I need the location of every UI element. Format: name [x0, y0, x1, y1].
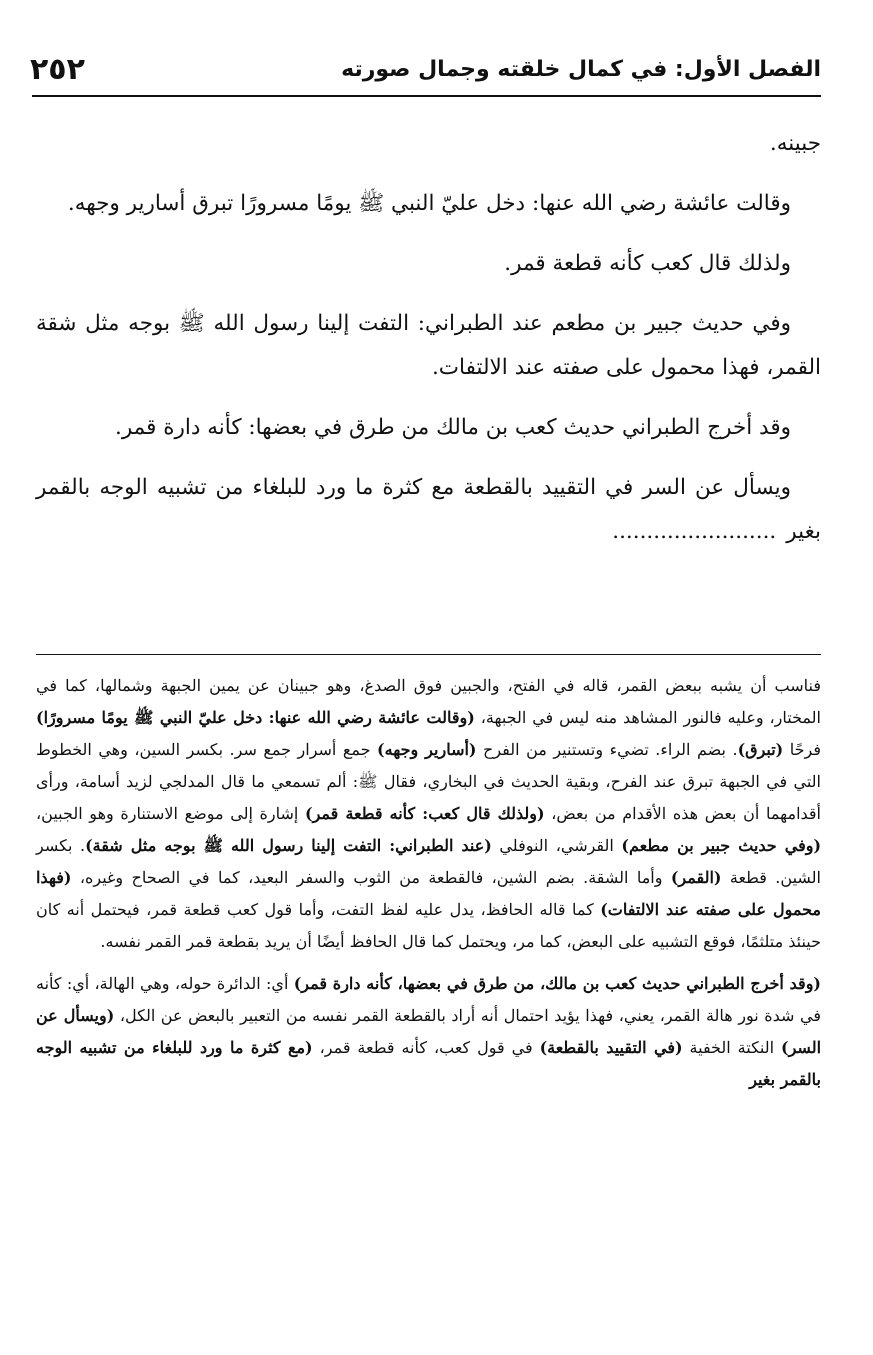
commentary-quoted-text: (عند الطبراني: التفت إلينا رسول الله ﷺ بوجه مثل شقة)	[85, 836, 492, 855]
main-paragraph: جبينه.	[769, 131, 821, 156]
commentary-quoted-text: (أسارير وجهه)	[377, 740, 477, 759]
commentary-text-run: فناسب أن يشبه ببعض القمر، قاله في الفتح، والجبين فوق الصدغ، وهو جبينان عن يمين الجبهة وشمالها، كما في المختار، وعليه فالنور المشاهد منه ليس في الجبهة،	[36, 676, 822, 727]
commentary-text-run: . بضم الراء. تضيء وتستنير من الفرح	[476, 740, 738, 759]
commentary-quoted-text: (وقد أخرج الطبراني حديث كعب بن مالك، من طرق في بعضها، كأنه دارة قمر)	[293, 974, 822, 993]
commentary-text-run: أي: الدائرة حوله، وهي الهالة، أي: كأنه في شدة نور هالة القمر، يعني، فهذا يؤيد احتمال أنه أراد بالقطعة القمر نفسه من التعبير بالبعض عن الكل،	[36, 974, 821, 1025]
main-paragraph: ولذلك قال كعب كأنه قطعة قمر.	[504, 251, 791, 276]
main-paragraph: وفي حديث جبير بن مطعم عند الطبراني: التفت إلينا رسول الله ﷺ بوجه مثل شقة القمر، فهذا محمول على صفته عند الالتفات.	[36, 311, 821, 380]
page-header	[30, 44, 821, 94]
commentary-paragraph	[36, 670, 821, 958]
commentary-text	[36, 670, 821, 1106]
commentary-quoted-text: (ويسأل عن السر)	[36, 1006, 822, 1057]
commentary-text-run: وأما الشقة. بضم الشين، فالقطعة من الثوب والسفر البعيد، كما في الصحاح وغيره،	[71, 868, 671, 887]
main-text	[36, 122, 821, 570]
footnote-divider	[36, 654, 821, 655]
commentary-quoted-text: (وقالت عائشة رضي الله عنها: دخل عليّ النبي ﷺ يومًا مسرورًا)	[36, 708, 475, 727]
commentary-quoted-text: (تبرق)	[737, 740, 784, 759]
commentary-quoted-text: (القمر)	[670, 868, 722, 887]
commentary-text-run: فرحًا	[783, 740, 821, 759]
main-paragraph: وقد أخرج الطبراني حديث كعب بن مالك من طرق في بعضها: كأنه دارة قمر.	[114, 415, 791, 440]
main-paragraph-text: ويسأل عن السر في التقييد بالقطعة مع كثرة ما ورد للبلغاء من تشبيه الوجه بالقمر بغير	[36, 475, 821, 544]
commentary-text-run: في قول كعب، كأنه قطعة قمر،	[312, 1038, 540, 1057]
main-paragraph	[36, 466, 821, 554]
commentary-text-run: جمع أسرار جمع سر. بكسر السين، وهي الخطوط التي في الجبهة تبرق عند الفرح، وبقية الحديث في البخاري، فقال ﷺ: ألم تسمعي ما قال المدلجي لزيد أسامة، ورأى أقدامهما أن بعض هذه الأقدام من بعض،	[36, 740, 821, 823]
commentary-quoted-text: (مع كثرة ما ورد للبلغاء من تشبيه الوجه بالقمر بغير	[36, 1038, 821, 1089]
running-title: الفصل الأول: في كمال خلقته وجمال صورته	[341, 56, 821, 82]
commentary-quoted-text: (في التقييد بالقطعة)	[539, 1038, 683, 1057]
main-paragraph: وقالت عائشة رضي الله عنها: دخل عليّ النبي ﷺ يومًا مسرورًا تبرق أسارير وجهه.	[67, 191, 791, 216]
commentary-quoted-text: (ولذلك قال كعب: كأنه قطعة قمر)	[305, 804, 545, 823]
header-divider	[32, 95, 821, 97]
commentary-quoted-text: (فهذا محمول على صفته عند الالتفات)	[36, 868, 821, 919]
commentary-quoted-text: (وفي حديث جبير بن مطعم)	[621, 836, 822, 855]
page-number: ٢٥٢	[30, 51, 85, 87]
commentary-text-run: إشارة إلى موضع الاستنارة وهو الجبين،	[36, 804, 306, 823]
commentary-text-run: كما قاله الحافظ، يدل عليه لفظ التفت، وأما قول كعب قطعة قمر، فيحتمل أنه كان حينئذ متلثمًا، فوقع التشبيه على البعض، كما مر، ويحتمل كما قال الحافظ أيضًا أن يريد بقطعة قمر القمر نفسه.	[36, 900, 821, 951]
commentary-text-run: القرشي، النوفلي	[491, 836, 622, 855]
commentary-text-run: . بكسر الشين. قطعة	[36, 836, 821, 887]
commentary-text-run: النكتة الخفية	[682, 1038, 782, 1057]
commentary-paragraph	[36, 968, 821, 1096]
continuation-dots: ........................	[612, 519, 777, 544]
